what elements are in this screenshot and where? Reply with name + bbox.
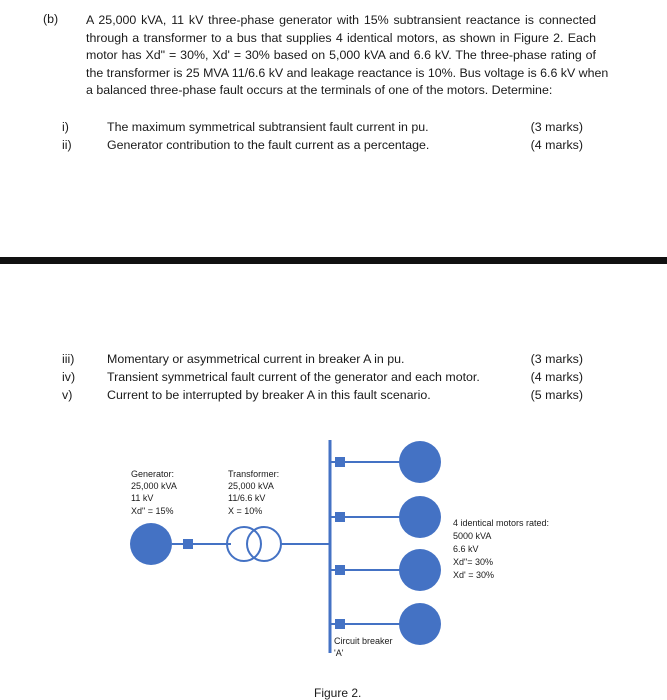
motor-symbol <box>399 441 441 483</box>
transformer-label-line: Transformer: <box>228 469 280 479</box>
generator-symbol <box>130 523 172 565</box>
question-marks: (4 marks) <box>530 138 583 152</box>
question-text: Transient symmetrical fault current of the generator and each motor. <box>107 370 480 384</box>
motor-breaker <box>335 457 345 467</box>
question-number: ii) <box>62 138 72 152</box>
intro-line: motor has Xd" = 30%, Xd' = 30% based on 5,000 kVA and 6.6 kV. The three-phase rating of <box>86 48 596 63</box>
question-number: iv) <box>62 370 76 384</box>
generator-breaker <box>183 539 193 549</box>
motor-label-line: 5000 kVA <box>453 531 492 541</box>
question-text: Generator contribution to the fault current as a percentage. <box>107 138 430 152</box>
motor-label-line: 6.6 kV <box>453 544 479 554</box>
question-marks: (4 marks) <box>530 370 583 384</box>
question-marks: (3 marks) <box>530 120 583 134</box>
generator-label-line: 25,000 kVA <box>131 481 177 491</box>
question-number: i) <box>62 120 69 134</box>
question-number: iii) <box>62 352 75 366</box>
breaker-label-line: 'A' <box>334 648 344 658</box>
intro-line: through a transformer to a bus that supplies 4 identical motors, as shown in Figure 2. Each <box>86 30 596 45</box>
transformer-label-line: 11/6.6 kV <box>228 493 266 503</box>
motor-label-line: Xd' = 30% <box>453 570 494 580</box>
motor-symbol <box>399 549 441 591</box>
question-text: Current to be interrupted by breaker A in this fault scenario. <box>107 388 431 402</box>
question-marks: (5 marks) <box>530 388 583 402</box>
motor-breaker <box>335 512 345 522</box>
generator-label-line: Generator: <box>131 469 175 479</box>
transformer-primary-winding <box>227 527 261 561</box>
question-number: v) <box>62 388 73 402</box>
part-label: (b) <box>43 12 59 26</box>
breaker-label-line: Circuit breaker <box>334 636 393 646</box>
motor-label-line: Xd"= 30% <box>453 557 493 567</box>
intro-line: a balanced three-phase fault occurs at the terminals of one of the motors. Determine: <box>86 83 553 98</box>
question-marks: (3 marks) <box>530 352 583 366</box>
question-text: The maximum symmetrical subtransient fault current in pu. <box>107 120 429 134</box>
motor-symbol <box>399 496 441 538</box>
intro-line: A 25,000 kVA, 11 kV three-phase generator with 15% subtransient reactance is connected <box>86 13 596 27</box>
transformer-label-line: X = 10% <box>228 506 263 516</box>
intro-line: the transformer is 25 MVA 11/6.6 kV and leakage reactance is 10%. Bus voltage is 6.6 kV when <box>86 65 609 80</box>
generator-label-line: Xd" = 15% <box>131 506 174 516</box>
figure-caption: Figure 2. <box>314 686 362 700</box>
transformer-label-line: 25,000 kVA <box>228 481 274 491</box>
motor-label-line: 4 identical motors rated: <box>453 518 550 528</box>
faulted-motor-symbol <box>399 603 441 645</box>
circuit-breaker-a <box>335 619 345 629</box>
generator-label-line: 11 kV <box>131 493 154 503</box>
question-text: Momentary or asymmetrical current in breaker A in pu. <box>107 352 405 366</box>
motor-breaker <box>335 565 345 575</box>
transformer-secondary-winding <box>247 527 281 561</box>
